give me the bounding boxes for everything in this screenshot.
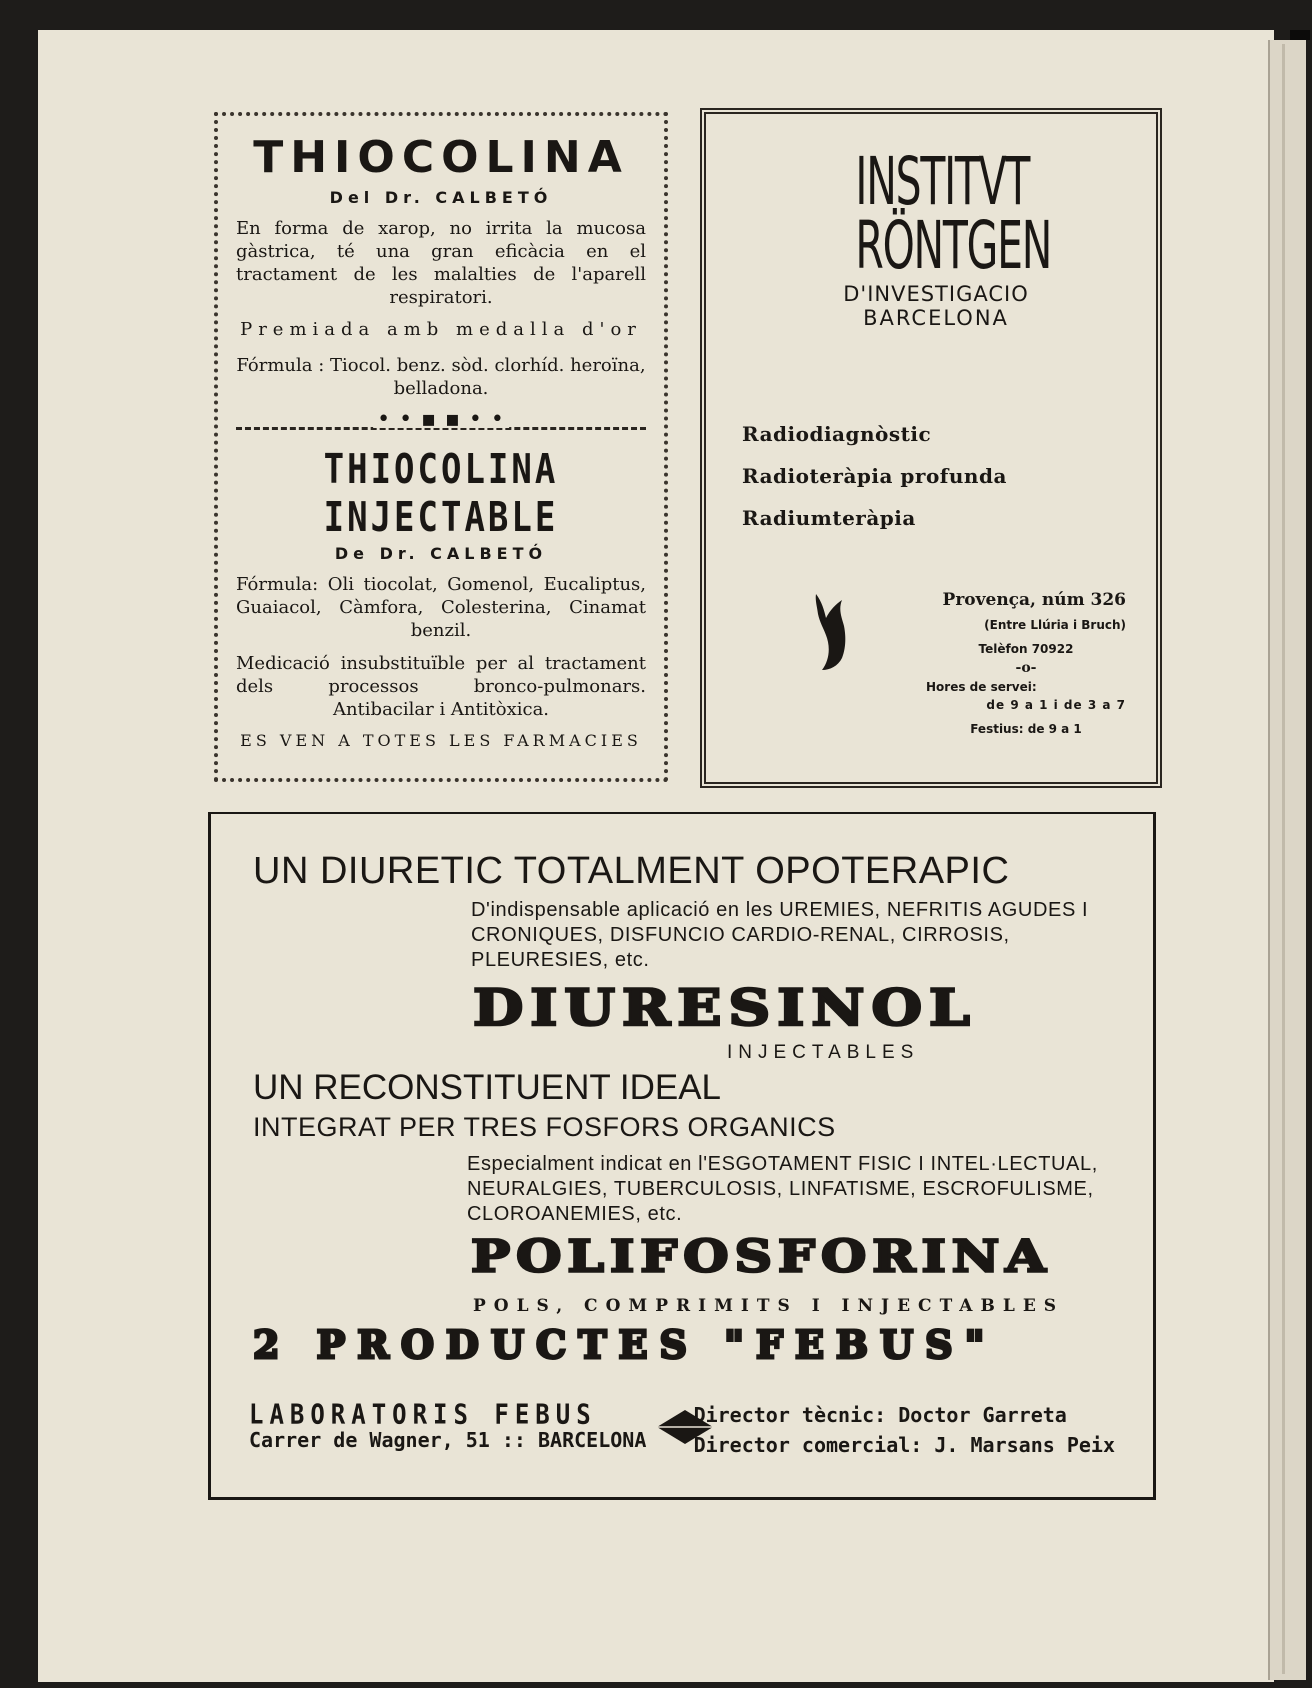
products-line: 2 PRODUCTES "FEBUS" [253,1322,997,1367]
institut-address-block [926,590,1126,736]
hours: de 9 a 1 i de 3 a 7 [986,698,1126,712]
lab-info [249,1398,646,1452]
thiocolina-award: Premiada amb medalla d'or [240,319,642,340]
director-commercial: Director comercial: J. Marsans Peix [693,1433,1115,1457]
address-between: (Entre Llúria i Bruch) [984,618,1126,632]
polifosforina-text: Especialment indicat en l'ESGOTAMENT FISIC I INTEL·LECTUAL, NEURALGIES, TUBERCULOSIS, LINFATISME, ESCROFULISME, CLOROANEMIES, etc. [467,1153,1098,1225]
page-tab [1290,30,1310,40]
diuresinol-form: INJECTABLES [727,1042,920,1063]
page-edge-line [1282,44,1285,1674]
institut-rontgen-ad [700,108,1162,788]
director-technical: Director tècnic: Doctor Garreta [693,1403,1067,1427]
lab-name: LABORATORIS FEBUS [249,1398,597,1431]
hours-label: Hores de servei: [926,680,1037,694]
services-list [742,422,1007,548]
thiocolina-footer: ES VEN A TOTES LES FARMACIES [240,731,642,750]
diuresinol-brand: DIURESINOL [473,979,977,1037]
directors [694,1400,1115,1460]
service-item: Radiodiagnòstic [742,422,932,446]
service-item: Radiumteràpia [742,506,916,530]
headline-diuretic: UN DIURETIC TOTALMENT OPOTERAPIC [253,850,1010,892]
ornamental-divider [236,407,646,446]
flame-mark-icon [808,592,858,672]
logo-line-institut: INSTITVT [855,143,1030,220]
logo-line-barcelona: BARCELONA [863,306,1009,330]
logo-line-investigacio: D'INVESTIGACIO [843,282,1029,306]
institut-logo [806,143,1066,330]
phone: Telèfon 70922 [978,642,1074,656]
logo-line-rontgen: RÖNTGEN [855,207,1052,284]
thiocolina-injectable-description: Medicació insubstituïble per al tractament dels processos bronco-pulmonars. Antibacilar i Antitòxica. [236,653,646,720]
headline-fosfors: INTEGRAT PER TRES FOSFORS ORGANICS [253,1112,836,1142]
thiocolina-injectable-title: THIOCOLINA INJECTABLE [323,446,559,542]
holidays: Festius: de 9 a 1 [970,722,1082,736]
thiocolina-ad [214,112,668,782]
thiocolina-injectable-formula: Fórmula: Oli tiocolat, Gomenol, Eucaliptus, Guaiacol, Càmfora, Colesterina, Cinamat benzil. [236,574,646,641]
thiocolina-formula: Fórmula : Tiocol. benz. sòd. clorhíd. heroïna, belladona. [236,355,646,399]
polifosforina-brand: POLIFOSFORINA [471,1230,1052,1283]
divider-ornament: • • ▪ ▪ • • [373,412,509,428]
febus-ad [208,812,1156,1500]
lab-address: Carrer de Wagner, 51 :: BARCELONA [249,1428,647,1452]
headline-reconstituent: UN RECONSTITUENT IDEAL [253,1068,722,1107]
separator-ornament: -o- [1015,660,1037,676]
polifosforina-forms: POLS, COMPRIMITS I INJECTABLES [473,1296,1065,1316]
address: Provença, núm 326 [942,590,1126,610]
service-item: Radioteràpia profunda [742,464,1007,488]
thiocolina-subtitle: Del Dr. CALBETÓ [329,188,553,207]
thiocolina-injectable-subtitle: De Dr. CALBETÓ [334,544,548,563]
thiocolina-description: En forma de xarop, no irrita la mucosa gàstrica, té una gran eficàcia en el tractament de les malalties de l'aparell respiratori. [236,218,646,308]
diuresinol-text: D'indispensable aplicació en les UREMIES, NEFRITIS AGUDES I CRONIQUES, DISFUNCIO CARDIO-RENAL, CIRROSIS, PLEURESIES, etc. [471,899,1089,971]
thiocolina-title: THIOCOLINA [253,132,629,183]
page-edge [1268,40,1306,1680]
